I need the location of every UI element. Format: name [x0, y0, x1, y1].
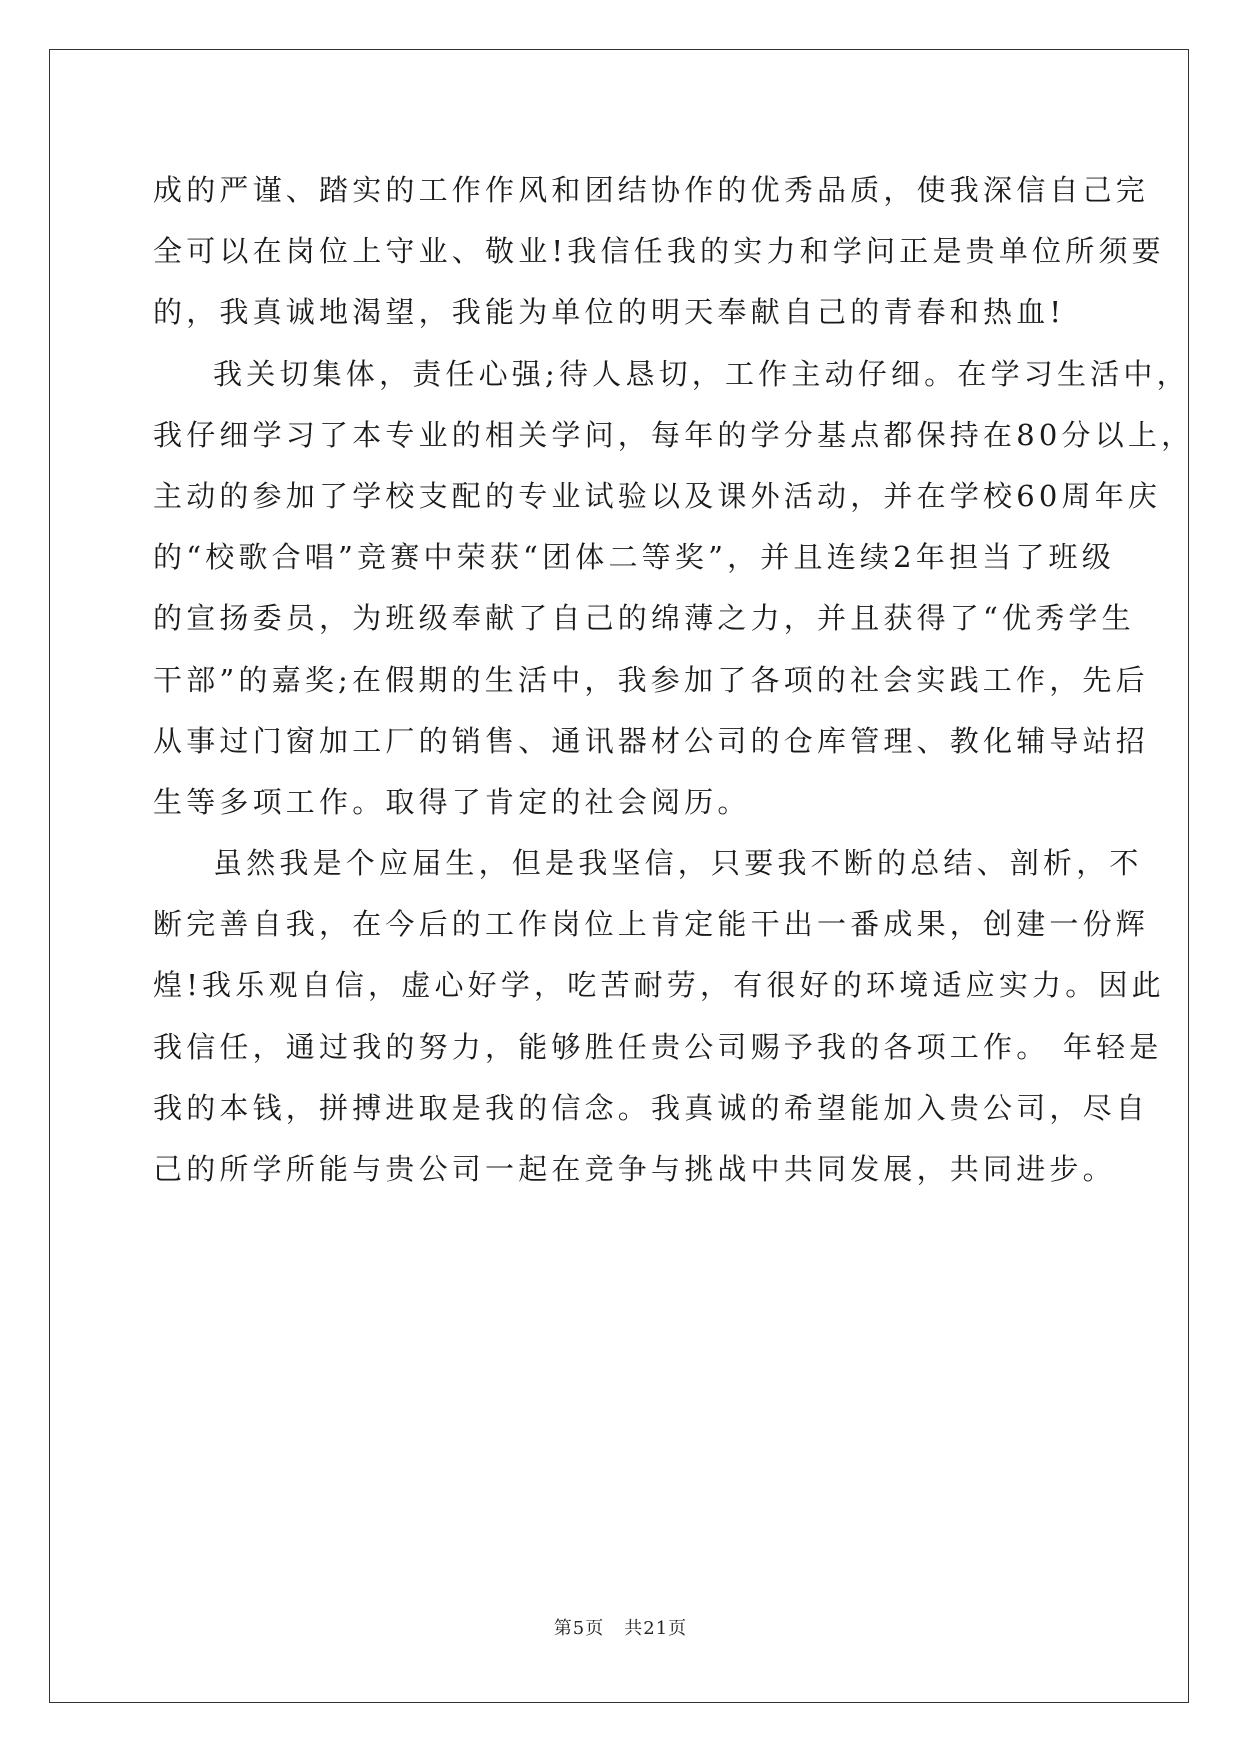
page-footer	[0, 1614, 1241, 1640]
text-line: 生等多项工作。取得了肯定的社会阅历。	[153, 784, 751, 819]
text-line: 我的本钱，拼搏进取是我的信念。我真诚的希望能加入贵公司，尽自	[153, 1090, 1150, 1125]
text-line: 断完善自我，在今后的工作岗位上肯定能干出一番成果，创建一份辉	[153, 907, 1150, 942]
total-pages: 共21页	[624, 1618, 688, 1639]
page-number: 第5页	[553, 1618, 605, 1639]
text-line: 己的所学所能与贵公司一起在竞争与挑战中共同发展，共同进步。	[153, 1152, 1116, 1186]
text-line: 成的严谨、踏实的工作作风和团结协作的优秀品质，使我深信自己完	[153, 173, 1150, 207]
text-line: 全可以在岗位上守业、敬业!我信任我的实力和学问正是贵单位所须要	[153, 234, 1165, 269]
text-line: 从事过门窗加工厂的销售、通讯器材公司的仓库管理、教化辅导站招	[153, 723, 1150, 758]
text-line: 的，我真诚地渴望，我能为单位的明天奉献自己的青春和热血!	[153, 295, 1066, 330]
text-line: 干部”的嘉奖;在假期的生活中，我参加了各项的社会实践工作，先后	[153, 662, 1149, 697]
text-line: 主动的参加了学校支配的专业试验以及课外活动，并在学校60周年庆	[153, 478, 1162, 513]
document-body	[153, 160, 1195, 1200]
text-line: 我信任，通过我的努力，能够胜任贵公司赐予我的各项工作。 年轻是	[153, 1029, 1163, 1064]
text-line: 我仔细学习了本专业的相关学问，每年的学分基点都保持在80分以上，	[153, 417, 1195, 452]
text-line: 的“校歌合唱”竞赛中荣获“团体二等奖”，并且连续2年担当了班级	[153, 540, 1115, 575]
text-line: 的宣扬委员，为班级奉献了自己的绵薄之力，并且获得了“优秀学生	[153, 601, 1135, 636]
text-line: 虽然我是个应届生，但是我坚信，只要我不断的总结、剖析，不	[213, 846, 1143, 881]
text-line: 我关切集体，责任心强;待人恳切，工作主动仔细。在学习生活中，	[213, 356, 1190, 391]
text-line: 煌!我乐观自信，虚心好学，吃苦耐劳，有很好的环境适应实力。因此	[153, 968, 1165, 1003]
